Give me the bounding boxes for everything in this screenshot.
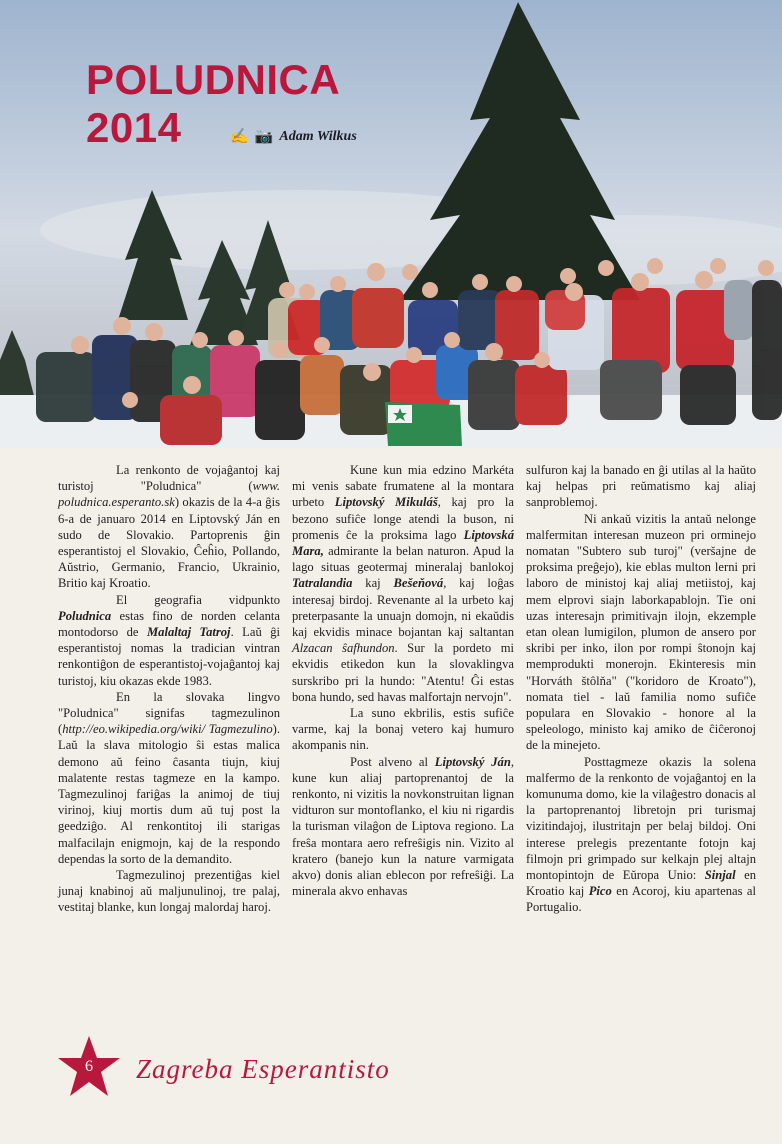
emphasized-text: Liptovský Ján [434, 754, 511, 769]
text-run: Post alveno al [350, 754, 435, 769]
paragraph [58, 689, 280, 867]
paragraph [58, 462, 280, 592]
emphasized-text: www. poludnica.esperanto.sk [58, 479, 280, 510]
pen-icon: ✍ [230, 129, 249, 145]
spruce-tree [400, 2, 640, 300]
text-run: La renkonto de vojaĝantoj kaj turistoj "Poludnica" ( [58, 463, 280, 494]
emphasized-text: Tatralandia [292, 576, 353, 591]
paragraph [526, 754, 756, 916]
text-run: La suno ekbrilis, estis sufiĉe varme, kaj la bonaj vetero kaj humuro akompanis nin. [292, 706, 514, 753]
text-run: , kune kun aliaj partoprenantoj de la renkonto, ni vizitis la novkonstruitan lignan vidturon sur montoflanko, el kiu ni rigardis la turisman vilaĝon de Liptova regiono. La freŝa montara aero refreŝigis nin. Vizito al kratero (banejo kun la nature varmigata akvo) donis alian eblecon por refreŝiĝi. La minerala akvo enhavas [292, 754, 514, 899]
emphasized-text: Pico [588, 884, 612, 899]
paragraph [292, 754, 514, 900]
text-run: , kaj pro la bezono sufiĉe longe atendi la buson, ni promenis ĉe la proksima lago [292, 495, 514, 542]
text-run: Posttagmeze okazis la solena malfermo de la renkonto de vojaĝantoj en la komunuma domo, kie la vilaĝestro donacis al la partoprenantoj libretojn pri turismaj vizitindajoj, ilustritajn per belaj bildoj. Oni interese prelegis prezentante fotojn kaj filmojn pri grimpado sur kelkajn plej altajn montopintojn de Eŭropa Unio: [526, 754, 756, 883]
paragraph [526, 511, 756, 754]
emphasized-text: Malaltaj Tatroj [146, 625, 231, 640]
page-footer [56, 1034, 436, 1094]
text-run: en Kroatio kaj [526, 868, 756, 899]
emphasized-text: Liptovský Mikuláš [334, 495, 438, 510]
paragraph [58, 867, 280, 916]
text-run: Tagmezulinoj prezentiĝas kiel junaj knabinoj aŭ maljunulinoj, tre palaj, vestitaj blanke, kun longaj malordaj haroj. [58, 868, 280, 915]
paragraph [58, 592, 280, 689]
text-column-2 [292, 462, 514, 1030]
emphasized-text: Bešeňová [393, 576, 444, 591]
paragraph [292, 462, 514, 705]
text-run: Kune kun mia edzino Markéta mi venis sabate frumatene al la montara urbeto [292, 463, 514, 510]
emphasized-text: http://eo.wikipedia.org/wiki/ Tagmezulino [62, 722, 273, 737]
author-name: Adam Wilkus [279, 128, 357, 144]
text-run: El geografia vidpunkto [116, 592, 280, 607]
text-run: En la slovaka lingvo "Poludnica" signifas tagmezulinon ( [58, 689, 280, 737]
paragraph [292, 705, 514, 754]
byline [230, 127, 357, 146]
text-run: admirante la belan naturon. Apud la lago situas geotermaj mineralaj banlokoj [292, 544, 514, 575]
emphasized-text: Liptovská Mara, [292, 527, 514, 559]
emphasized-text: Alzacan ŝafhundon [292, 641, 395, 656]
text-run: Ni ankaŭ vizitis la antaŭ nelonge malfermitan interesan muzeon pri orminejo nomatan "Subtero sub turoj" (veršajne de proksima preĝejo), kie eblas multon lerni pri laboro de ministoj kaj aliaj metiistoj, kaj mem elprovi siajn laborkapablojn. Tie oni uzas interesajn primitivajn ilojn, ekzemple etan olean lumigilon, plumon de ansero por skribi per inko, ilon por rompi ŝtonojn kaj memprodukti monerojn. Ekinteresis min "Horváth štôlňa" ("koridoro de Kroato"), nomata tiel - laŭ familia nomo sufiĉe populara en Slovakio - honore al la speleologo, ministo kaj amiko de ĉiĉeronoj de la minejeto. [526, 511, 756, 753]
article-body [58, 462, 774, 1030]
page-number: 6 [85, 1058, 93, 1075]
title-line-1: POLUDNICA [86, 56, 341, 103]
text-run: , kaj loĝas interesaj birdoj. Revenante al la urbeto kaj preterpasante la unuajn domojn, ni ekaŭdis kaj ekvidis minace bojantan kaj saltantan [292, 576, 514, 640]
text-run: kaj [352, 576, 394, 591]
text-run: ). Laŭ la slava mitologio ŝi estas malica demono aŭ feino ĉasanta tiujn, kiuj malatente restas tagmeze en la kampo. Tagmezulinoj fariĝas la animoj de tiuj virinoj, kiuj mortis dum aŭ tuj post la geedziĝo. Al renkontitoj ili starigas malfacilajn enigmojn, kaj de la respondo dependas la sorto de la demandito. [58, 722, 280, 866]
text-column-3 [526, 462, 756, 1030]
magazine-name: Zagreba Esperantisto [136, 1054, 390, 1084]
emphasized-text: Sinjal [704, 868, 736, 883]
text-column-1 [58, 462, 280, 1030]
paragraph [526, 462, 756, 511]
emphasized-text: Poludnica [58, 608, 112, 623]
text-run: . Sur la pordeto mi ekvidis etikedon kun la slovaklingva surskribo pri la hundo: "Atentu! Ĝi estas bona hundo, sed havas malfortajn nervojn". [292, 641, 514, 704]
text-run: en Acoroj, kiu apartenas al Portugalio. [526, 884, 756, 915]
text-run: ) okazis de la 4-a ĝis 6-a de januaro 2014 en Liptovský Ján en sudo de Slovakio. Partoprenis ĝin esperantistoj el Slovakio, Ĉeĥio, Pollando, Aŭstrio, Germanio, Francio, Ukrainio, Britio kaj Kroatio. [58, 495, 280, 591]
title-line-2: 2014 [86, 104, 182, 151]
text-run: estas fino de norden celanta montodorso de [58, 608, 280, 640]
text-run: . Laŭ ĝi esperantistoj nomas la tradician vintran renkontiĝon de esperantistoj-vojaĝantoj kaj turistoj, kiu okazas ekde 1983. [58, 625, 281, 688]
text-run: sulfuron kaj la banado en ĝi utilas al la haŭto kaj helpas pri reŭmatismo kaj aliaj sanproblemoj. [526, 463, 756, 510]
camera-icon: 📷 [254, 129, 274, 145]
group-photo [0, 0, 782, 448]
